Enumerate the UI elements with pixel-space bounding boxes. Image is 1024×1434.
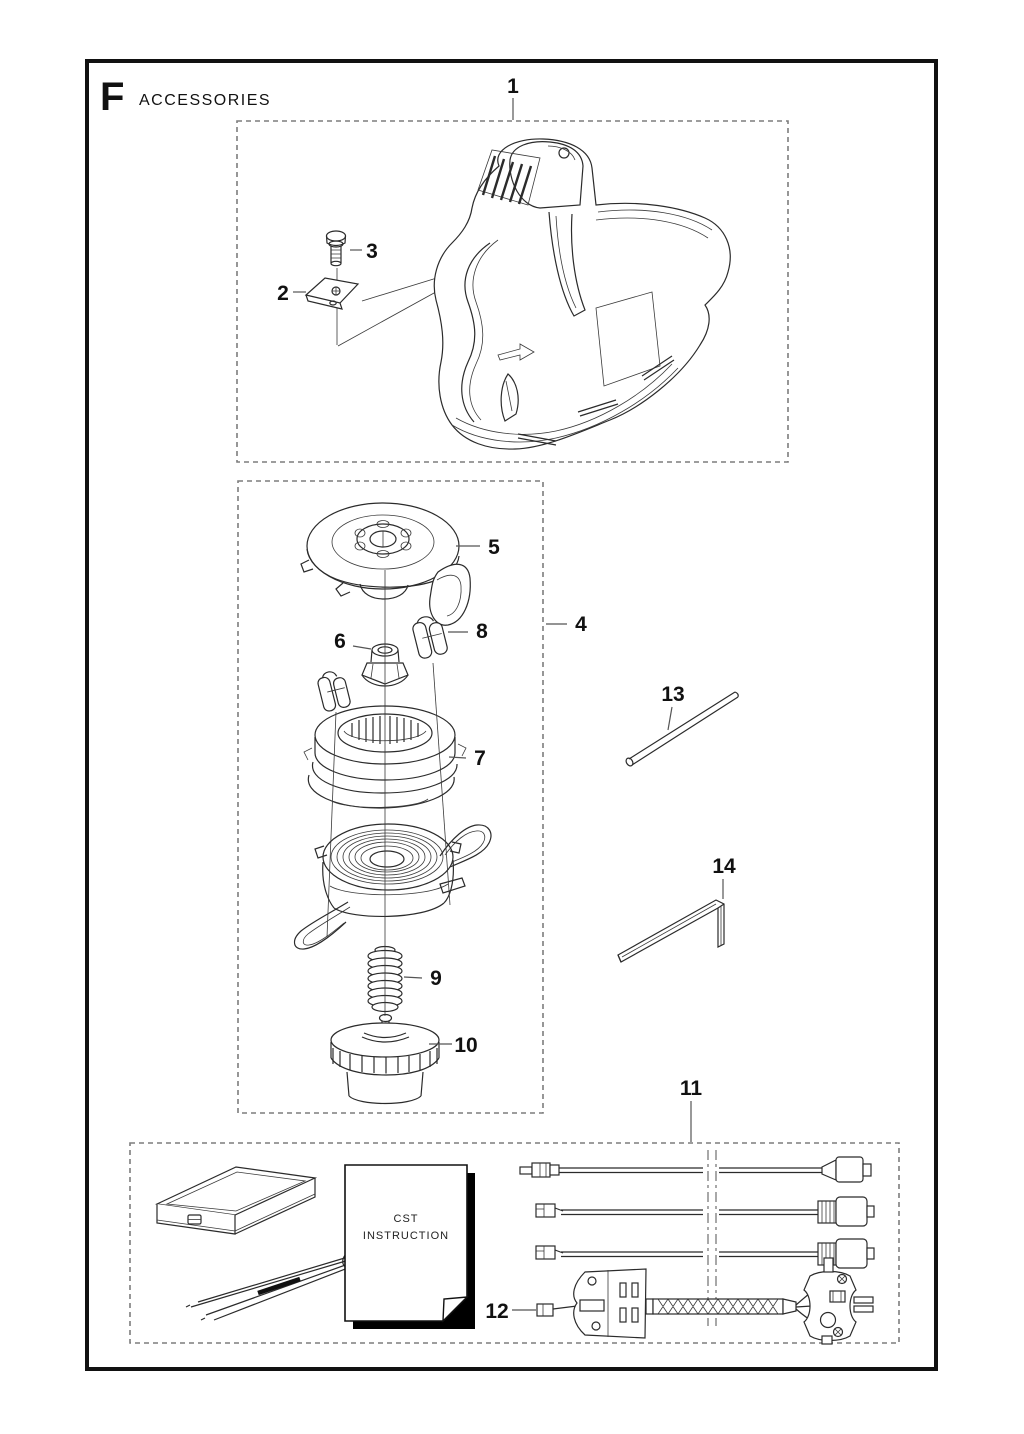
callout-2: 2 <box>277 282 289 305</box>
knob <box>331 1015 439 1104</box>
callout-1: 1 <box>507 75 519 98</box>
section-title: ACCESSORIES <box>139 92 272 109</box>
instruction-booklet <box>345 1165 475 1329</box>
cable-dc <box>520 1157 871 1182</box>
callout-11: 11 <box>679 1077 703 1100</box>
leader-9 <box>404 977 422 978</box>
trimmer-guard <box>434 139 730 449</box>
callout-7: 7 <box>474 747 486 770</box>
storage-case <box>157 1167 315 1234</box>
booklet-title-line1: CST <box>393 1213 419 1225</box>
head-cover <box>301 503 470 625</box>
callout-3: 3 <box>366 240 378 263</box>
screw <box>327 231 346 266</box>
callout-6: 6 <box>334 630 346 653</box>
mounting-plate <box>306 268 358 309</box>
callout-9: 9 <box>430 967 442 990</box>
callout-10: 10 <box>454 1034 478 1057</box>
tweezers <box>186 1252 355 1320</box>
booklet-title-line2: INSTRUCTION <box>362 1230 450 1242</box>
section-letter: F <box>100 75 125 119</box>
callout-14: 14 <box>712 855 736 878</box>
hex-key <box>618 900 724 962</box>
callout-8: 8 <box>476 620 488 643</box>
leader-13 <box>668 707 672 730</box>
callout-13: 13 <box>661 683 685 706</box>
callout-4: 4 <box>575 613 587 636</box>
leader-6 <box>353 646 371 649</box>
callout-12: 12 <box>485 1300 509 1323</box>
clip-left <box>316 669 351 713</box>
head-housing <box>295 824 491 949</box>
callout-5: 5 <box>488 536 500 559</box>
leader-7 <box>449 757 466 758</box>
